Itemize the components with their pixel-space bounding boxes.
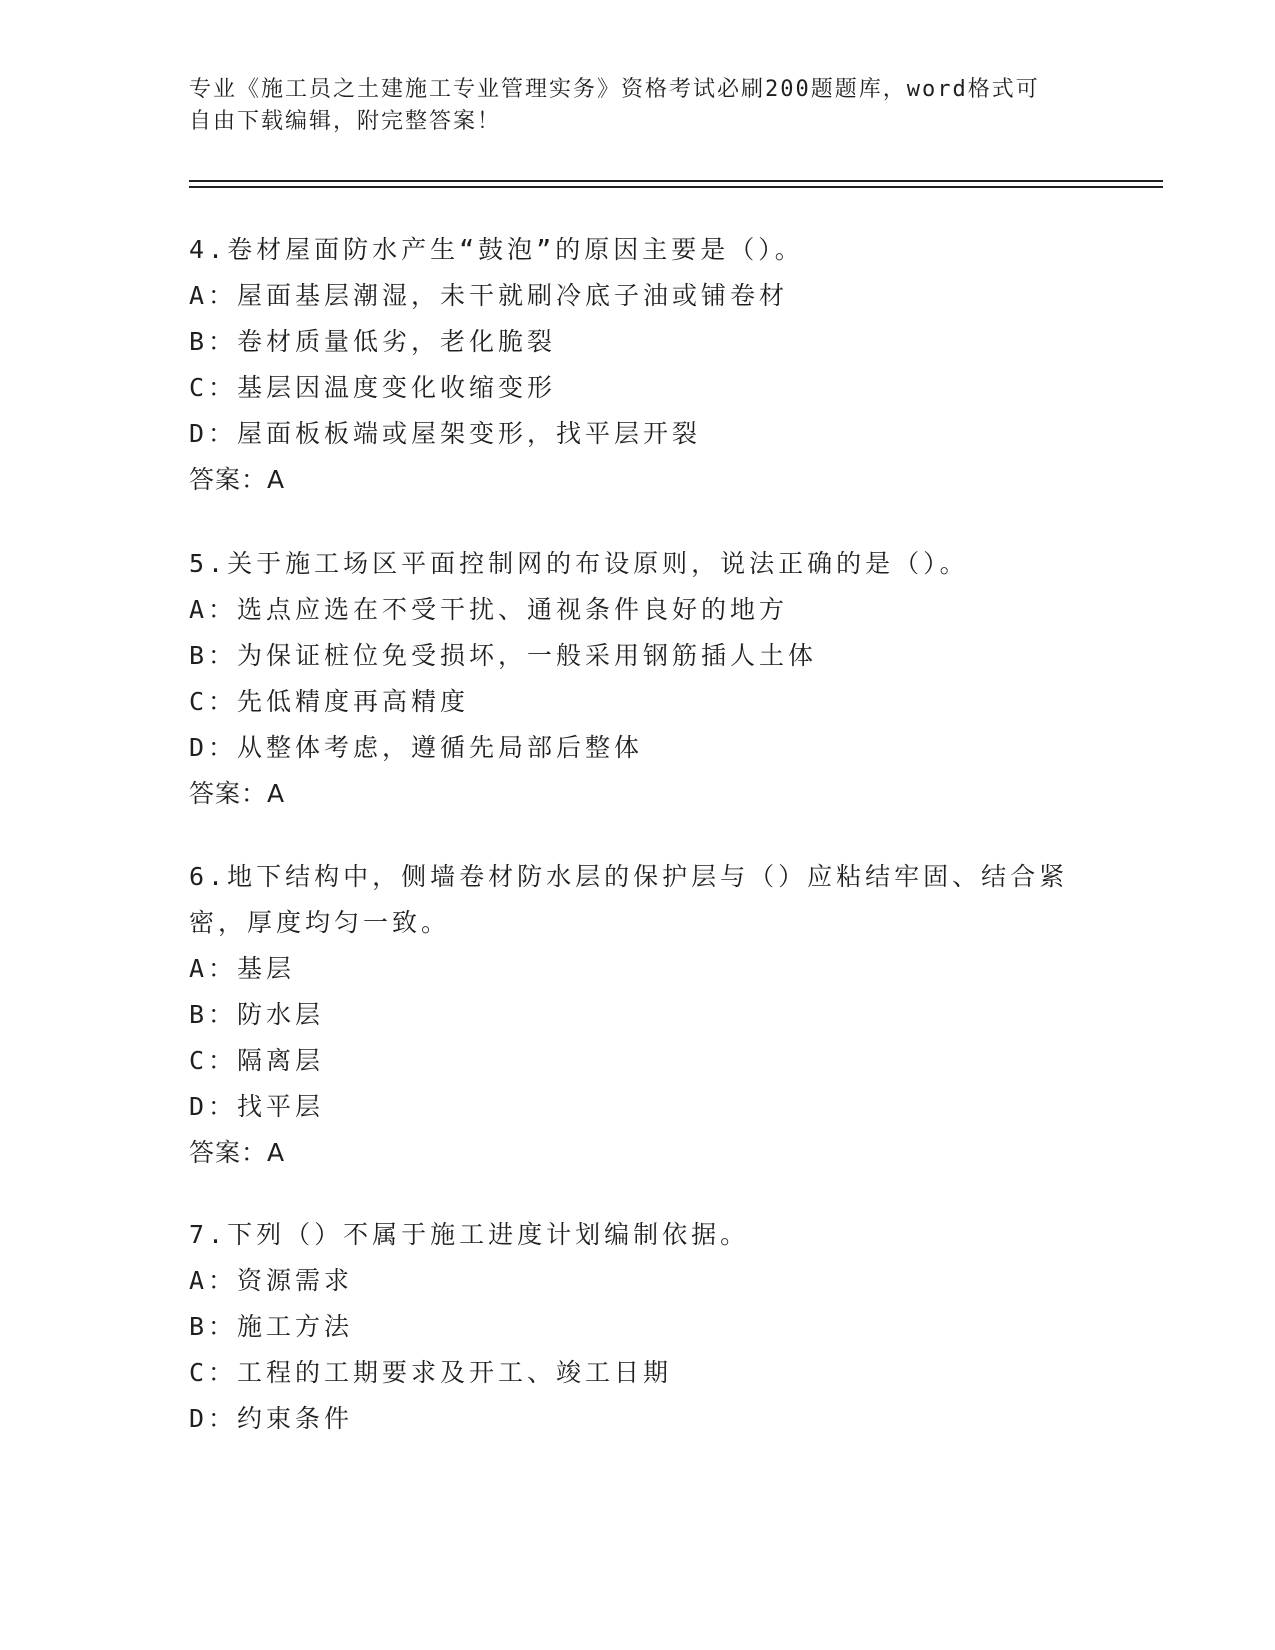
option-c: C：隔离层 xyxy=(189,1046,325,1075)
header-divider-top xyxy=(189,180,1163,182)
question-stem: 7.下列（）不属于施工进度计划编制依据。 xyxy=(189,1220,750,1249)
option-b: B：为保证桩位免受损坏，一般采用钢筋插人土体 xyxy=(189,641,818,670)
option-b: B：施工方法 xyxy=(189,1312,354,1341)
question-stem-line-2: 密，厚度均匀一致。 xyxy=(189,908,451,937)
option-a: A：选点应选在不受干扰、通视条件良好的地方 xyxy=(189,595,789,624)
option-b: B：防水层 xyxy=(189,1000,325,1029)
question-stem: 5.关于施工场区平面控制网的布设原则，说法正确的是（）。 xyxy=(189,549,969,578)
header-divider-bottom xyxy=(189,186,1163,188)
answer: 答案：A xyxy=(189,465,286,494)
question-6 xyxy=(189,854,1089,1176)
question-4 xyxy=(189,227,1089,503)
option-a: A：屋面基层潮湿，未干就刷冷底子油或铺卷材 xyxy=(189,281,789,310)
option-c: C：基层因温度变化收缩变形 xyxy=(189,373,557,402)
option-d: D：找平层 xyxy=(189,1092,325,1121)
answer: 答案：A xyxy=(189,1138,286,1167)
option-d: D：从整体考虑，遵循先局部后整体 xyxy=(189,733,644,762)
option-a: A：基层 xyxy=(189,954,296,983)
answer: 答案：A xyxy=(189,779,286,808)
option-a: A：资源需求 xyxy=(189,1266,354,1295)
option-b: B：卷材质量低劣，老化脆裂 xyxy=(189,327,557,356)
question-stem-line-1: 6.地下结构中，侧墙卷材防水层的保护层与（）应粘结牢固、结合紧 xyxy=(189,862,1069,891)
question-7 xyxy=(189,1212,1089,1442)
header-line-1: 专业《施工员之土建施工专业管理实务》资格考试必刷200题题库，word格式可 xyxy=(189,77,1040,102)
question-stem: 4.卷材屋面防水产生“鼓泡”的原因主要是（）。 xyxy=(189,235,804,264)
option-c: C：先低精度再高精度 xyxy=(189,687,470,716)
document-header xyxy=(189,74,1069,138)
option-d: D：约束条件 xyxy=(189,1404,354,1433)
header-line-2: 自由下载编辑，附完整答案！ xyxy=(189,109,502,134)
question-5 xyxy=(189,541,1089,817)
option-d: D：屋面板板端或屋架变形，找平层开裂 xyxy=(189,419,702,448)
option-c: C：工程的工期要求及开工、竣工日期 xyxy=(189,1358,673,1387)
